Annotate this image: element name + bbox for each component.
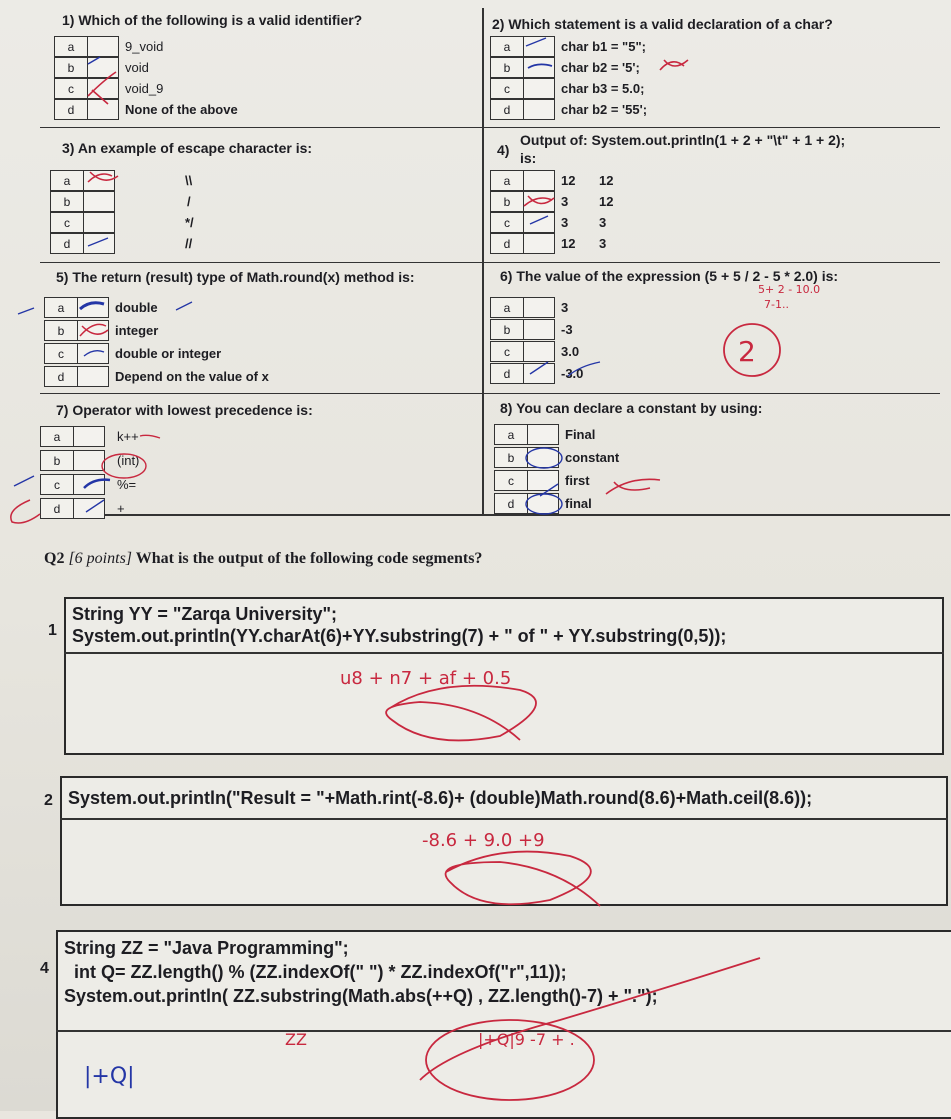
q8-title: 8) You can declare a constant by using: bbox=[500, 400, 763, 416]
option-text: void bbox=[125, 60, 149, 75]
answer-circle bbox=[724, 324, 780, 376]
option-letter: c bbox=[490, 78, 523, 99]
option-text: 3.0 bbox=[561, 344, 580, 359]
option-col2: 3 bbox=[599, 236, 607, 251]
code1-number: 1 bbox=[48, 622, 57, 639]
option-text: // bbox=[185, 236, 193, 251]
q7-title: 7) Operator with lowest precedence is: bbox=[56, 402, 313, 418]
q6-answer: 2 bbox=[738, 335, 756, 368]
option-text: double bbox=[115, 300, 158, 315]
check-mark bbox=[88, 57, 100, 64]
option-letter: a bbox=[40, 426, 73, 447]
answer-circle bbox=[426, 1020, 594, 1100]
check-mark bbox=[86, 500, 104, 512]
option-letter: b bbox=[40, 450, 73, 471]
option-letter: b bbox=[490, 191, 523, 212]
option-text: 3 bbox=[561, 300, 569, 315]
option-col2: 12 bbox=[599, 194, 614, 209]
option-col2: 12 bbox=[599, 173, 614, 188]
option-text: char b2 = '5'; bbox=[561, 60, 640, 75]
q4-title-line1: Output of: System.out.println(1 + 2 + "\t" + 1 + 2); bbox=[520, 132, 846, 148]
option-letter: c bbox=[44, 343, 77, 364]
option-letter: d bbox=[490, 363, 523, 384]
code1-line1: String YY = "Zarqa University"; bbox=[72, 604, 337, 624]
option-text: -3 bbox=[561, 322, 573, 337]
option-col1: 3 bbox=[561, 215, 569, 230]
code4-number: 4 bbox=[40, 960, 49, 977]
code4-line2: int Q= ZZ.length() % (ZZ.indexOf(" ") * ZZ.indexOf("r",11)); bbox=[74, 962, 567, 982]
check-mark bbox=[530, 216, 548, 224]
cross-mark bbox=[88, 72, 116, 104]
option-letter: c bbox=[54, 78, 87, 99]
option-letter: b bbox=[50, 191, 83, 212]
q4-number: 4) bbox=[497, 142, 510, 158]
q3-title: 3) An example of escape character is: bbox=[62, 140, 313, 156]
check-mark bbox=[88, 238, 108, 246]
check-mark bbox=[18, 308, 34, 314]
check-mark bbox=[14, 476, 34, 486]
option-text: -3.0 bbox=[561, 366, 584, 381]
option-text: char b3 = 5.0; bbox=[561, 81, 645, 96]
option-text: Depend on the value of x bbox=[115, 369, 269, 384]
q1-title: 1) Which of the following is a valid identifier? bbox=[62, 12, 363, 28]
check-mark bbox=[84, 480, 110, 488]
code2-number: 2 bbox=[44, 792, 53, 809]
option-letter: a bbox=[494, 424, 527, 445]
option-letter: d bbox=[490, 99, 523, 120]
check-mark bbox=[568, 362, 600, 376]
code4-handwritten-work: |+Q|9 -7 + . bbox=[478, 1030, 575, 1049]
q6-work-line2: 7-1.. bbox=[764, 298, 789, 311]
q6-work-line1: 5+ 2 - 10.0 bbox=[758, 283, 821, 296]
option-letter: d bbox=[490, 233, 523, 254]
option-letter: a bbox=[490, 297, 523, 318]
cross-mark bbox=[606, 479, 660, 494]
option-letter: d bbox=[40, 498, 73, 519]
check-mark bbox=[530, 362, 548, 374]
option-letter: a bbox=[490, 36, 523, 57]
option-letter: d bbox=[54, 99, 87, 120]
cross-mark bbox=[660, 60, 688, 70]
q4-title-line2: is: bbox=[520, 150, 537, 166]
option-text: constant bbox=[565, 450, 620, 465]
option-letter: a bbox=[44, 297, 77, 318]
code4-student-answer: |+Q| bbox=[84, 1064, 135, 1089]
code2-handwritten-work: -8.6 + 9.0 +9 bbox=[422, 830, 545, 851]
check-mark bbox=[526, 38, 546, 46]
option-letter: a bbox=[50, 170, 83, 191]
code1-line2: System.out.println(YY.charAt(6)+YY.substring(7) + " of " + YY.substring(0,5)); bbox=[72, 626, 727, 646]
option-letter: b bbox=[54, 57, 87, 78]
option-text: None of the above bbox=[125, 102, 238, 117]
option-letter: b bbox=[490, 319, 523, 340]
option-letter: c bbox=[50, 212, 83, 233]
option-letter: a bbox=[490, 170, 523, 191]
red-bracket bbox=[11, 500, 40, 523]
option-text: Final bbox=[565, 427, 596, 442]
cross-mark bbox=[80, 324, 108, 336]
option-text: \\ bbox=[185, 173, 193, 188]
code4-line1: String ZZ = "Java Programming"; bbox=[64, 938, 349, 958]
code1-handwritten-work: u8 + n7 + af + 0.5 bbox=[340, 668, 512, 689]
q2-title: 2) Which statement is a valid declaration of a char? bbox=[492, 16, 833, 32]
big-cross bbox=[386, 686, 536, 741]
option-text: 9_void bbox=[125, 39, 164, 54]
option-text: double or integer bbox=[115, 346, 222, 361]
option-text: final bbox=[565, 496, 592, 511]
option-letter: c bbox=[40, 474, 73, 495]
code4-handwritten-zz: ZZ bbox=[285, 1030, 307, 1049]
option-text: */ bbox=[185, 215, 194, 230]
big-cross bbox=[446, 852, 600, 906]
code2-line1: System.out.println("Result = "+Math.rint(-8.6)+ (double)Math.round(8.6)+Math.ceil(8.6)); bbox=[68, 788, 813, 808]
answer-circle bbox=[102, 454, 146, 478]
cross-mark bbox=[88, 172, 118, 182]
option-letter: c bbox=[490, 341, 523, 362]
cross-mark bbox=[524, 196, 554, 206]
section2-label: Q2 bbox=[44, 550, 65, 567]
option-text: char b1 = "5"; bbox=[561, 39, 646, 54]
option-text: void_9 bbox=[125, 81, 164, 96]
big-strike bbox=[420, 958, 760, 1080]
option-text: integer bbox=[115, 323, 159, 338]
check-mark bbox=[528, 64, 552, 68]
option-text: first bbox=[565, 473, 590, 488]
q6-title: 6) The value of the expression (5 + 5 / 2 - 5 * 2.0) is: bbox=[500, 268, 839, 284]
red-underline bbox=[140, 435, 160, 438]
q5-title: 5) The return (result) type of Math.round(x) method is: bbox=[56, 269, 415, 285]
option-text: %= bbox=[117, 477, 137, 492]
option-letter: d bbox=[50, 233, 83, 254]
option-col1: 12 bbox=[561, 173, 576, 188]
answer-circle bbox=[526, 448, 562, 468]
option-text: / bbox=[187, 194, 191, 209]
code4-line3: System.out.println( ZZ.substring(Math.abs(++Q) , ZZ.length()-7) + "."); bbox=[64, 986, 658, 1006]
option-letter: a bbox=[54, 36, 87, 57]
section2-points: [6 points] bbox=[68, 550, 133, 567]
option-col1: 12 bbox=[561, 236, 576, 251]
option-text: char b2 = '55'; bbox=[561, 102, 648, 117]
option-letter: c bbox=[494, 470, 527, 491]
option-letter: d bbox=[44, 366, 77, 387]
option-col2: 3 bbox=[599, 215, 607, 230]
check-mark bbox=[84, 351, 104, 356]
option-col1: 3 bbox=[561, 194, 569, 209]
check-mark bbox=[80, 303, 104, 309]
option-text: (int) bbox=[117, 453, 140, 468]
option-letter: b bbox=[494, 447, 527, 468]
check-mark bbox=[176, 302, 192, 310]
option-letter: b bbox=[44, 320, 77, 341]
option-letter: b bbox=[490, 57, 523, 78]
option-letter: c bbox=[490, 212, 523, 233]
option-text: + bbox=[117, 501, 125, 516]
option-text: k++ bbox=[117, 429, 139, 444]
answer-circle bbox=[526, 494, 562, 514]
option-letter: d bbox=[494, 493, 527, 514]
section2-question: What is the output of the following code segments? bbox=[135, 550, 483, 567]
